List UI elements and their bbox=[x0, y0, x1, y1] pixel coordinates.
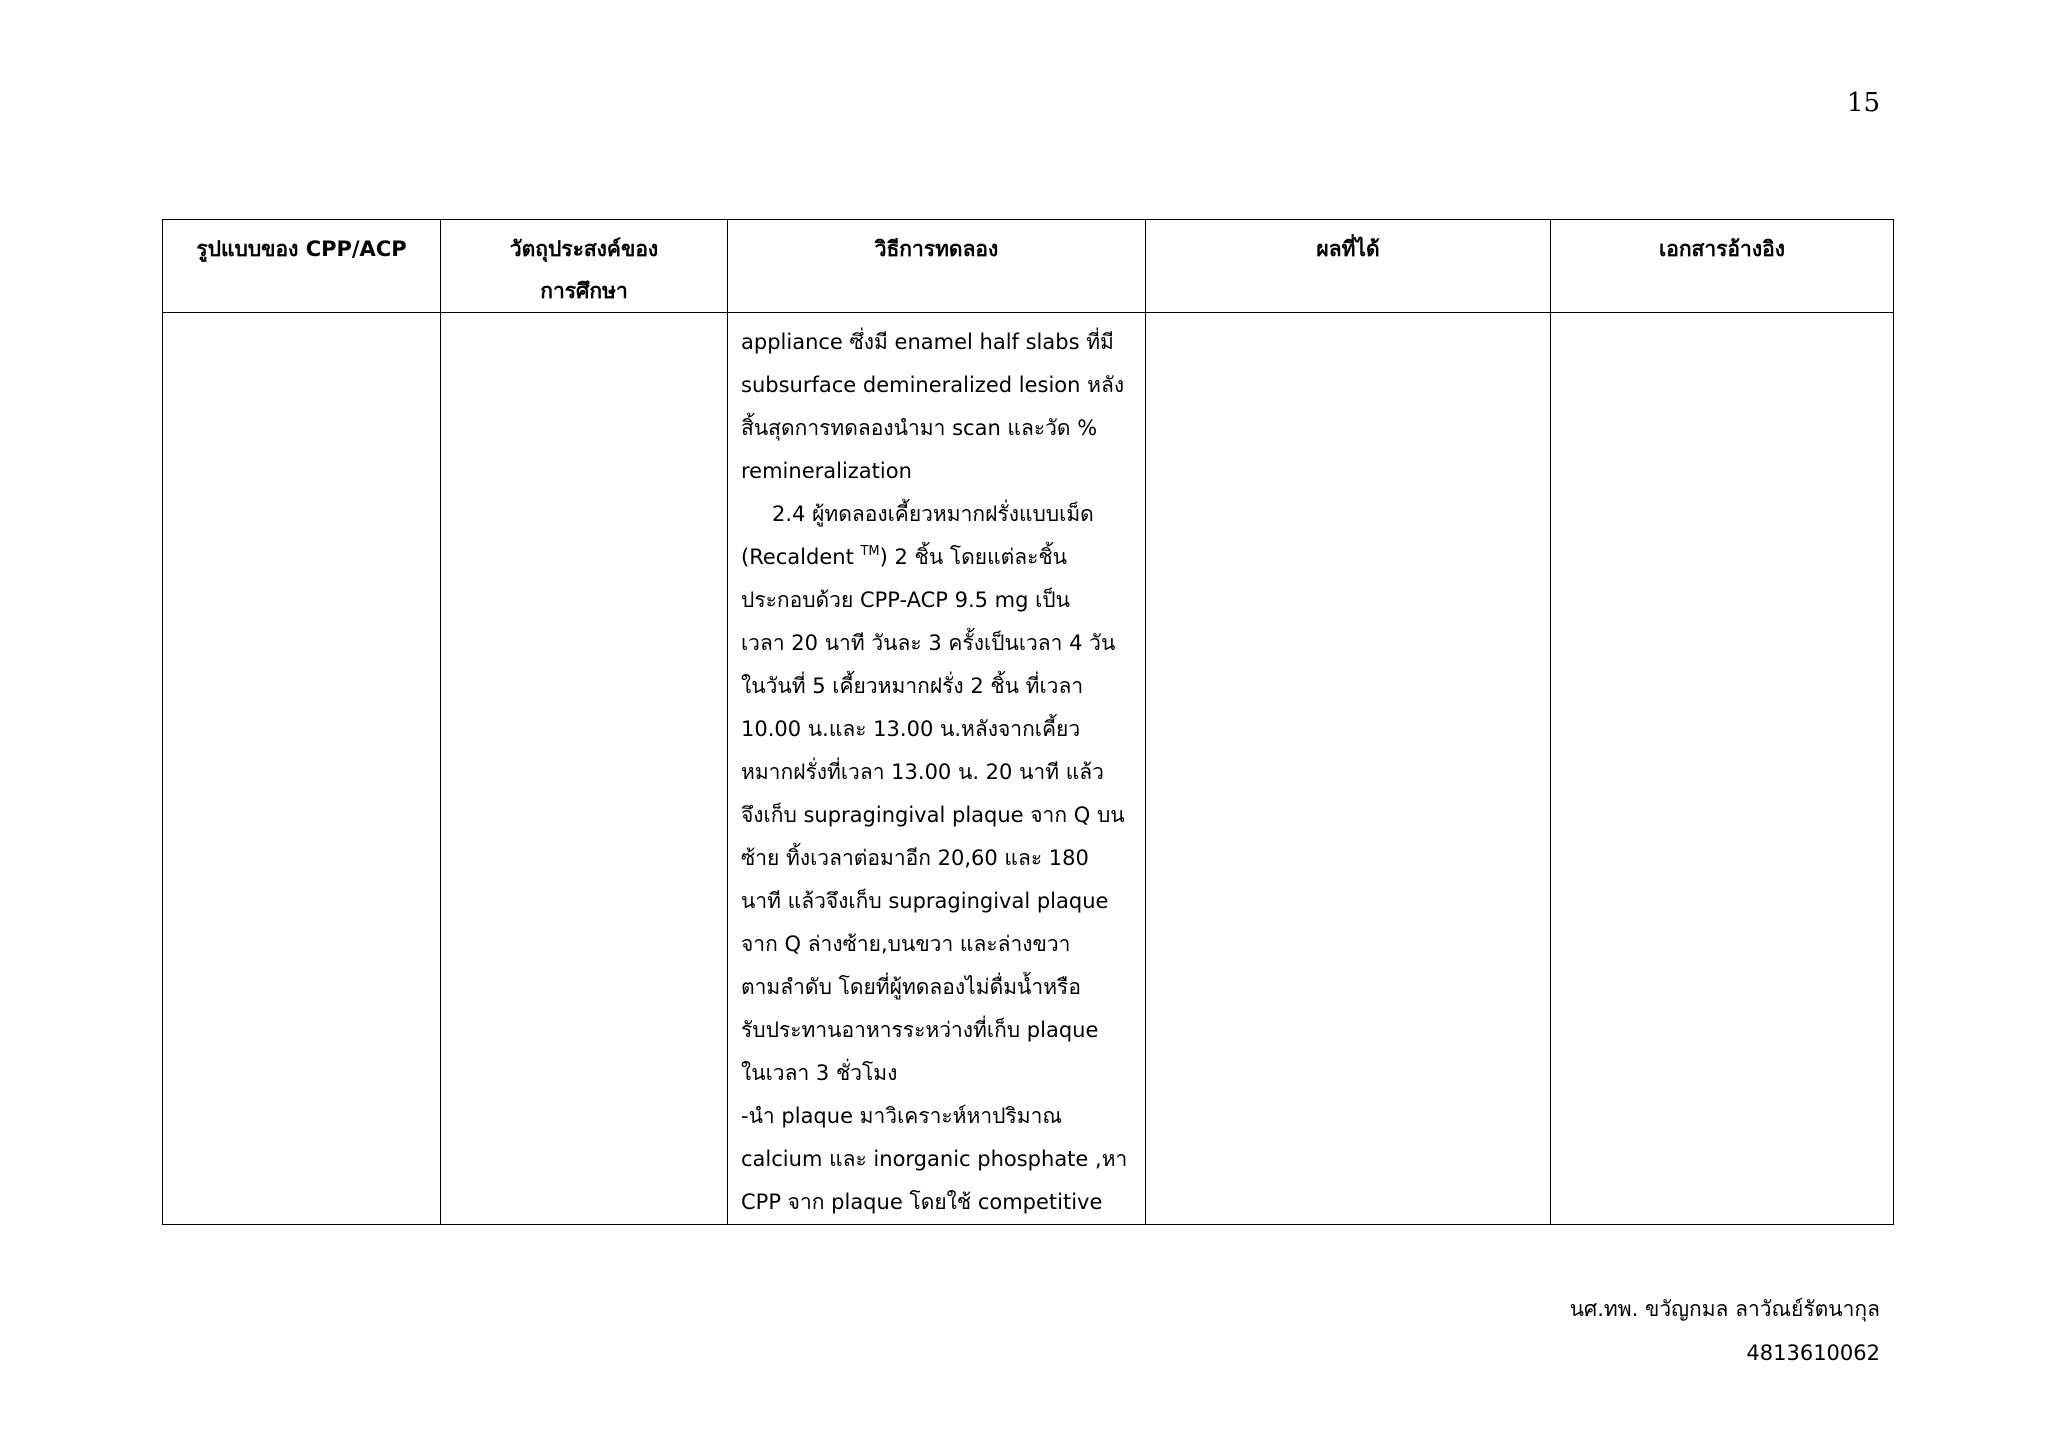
header-results bbox=[1146, 220, 1551, 313]
student-id: 4813610062 bbox=[1746, 1341, 1880, 1365]
author-block bbox=[1570, 1287, 1880, 1375]
table-row bbox=[163, 313, 1894, 1225]
header-study-objective bbox=[441, 220, 728, 313]
method-line: ตามลำดับ โดยที่ผู้ทดลองไม่ดื่มน้ำหรือ bbox=[741, 975, 1081, 999]
header-references-label: เอกสารอ้างอิง bbox=[1659, 237, 1785, 261]
header-study-objective-line2: การศึกษา bbox=[540, 279, 628, 303]
method-line: ซ้าย ทิ้งเวลาต่อมาอีก 20,60 และ 180 bbox=[741, 846, 1089, 870]
method-line bbox=[741, 536, 1139, 579]
header-cpp-acp-form-label: รูปแบบของ CPP/ACP bbox=[196, 237, 407, 261]
method-line: 2.4 ผู้ทดลองเคี้ยวหมากฝรั่งแบบเม็ด bbox=[772, 502, 1094, 526]
method-line: -นำ plaque มาวิเคราะห์หาปริมาณ bbox=[741, 1104, 1062, 1128]
header-references bbox=[1551, 220, 1894, 313]
header-experimental-method bbox=[728, 220, 1146, 313]
page-number: 15 bbox=[1846, 88, 1880, 118]
header-experimental-method-label: วิธีการทดลอง bbox=[874, 237, 999, 261]
cell-study-objective bbox=[441, 313, 728, 1225]
header-study-objective-line1: วัตถุประสงค์ของ bbox=[509, 237, 659, 261]
method-line: หมากฝรั่งที่เวลา 13.00 น. 20 นาที แล้ว bbox=[741, 760, 1104, 784]
method-text bbox=[728, 313, 1145, 1224]
method-line: จาก Q ล่างซ้าย,บนขวา และล่างขวา bbox=[741, 932, 1071, 956]
method-line-part: ) 2 ชิ้น โดยแต่ละชิ้น bbox=[879, 545, 1067, 569]
author-name: นศ.ทพ. ขวัญกมล ลาวัณย์รัตนากุล bbox=[1569, 1297, 1880, 1321]
method-line: จึงเก็บ supragingival plaque จาก Q บน bbox=[741, 803, 1125, 827]
header-cpp-acp-form bbox=[163, 220, 441, 313]
method-line: ในเวลา 3 ชั่วโมง bbox=[741, 1061, 898, 1085]
study-table bbox=[162, 219, 1894, 1225]
method-line: สิ้นสุดการทดลองนำมา scan และวัด % bbox=[741, 416, 1098, 440]
cell-references bbox=[1551, 313, 1894, 1225]
cell-results bbox=[1146, 313, 1551, 1225]
method-line: appliance ซึ่งมี enamel half slabs ที่มี bbox=[741, 330, 1114, 354]
cell-experimental-method bbox=[728, 313, 1146, 1225]
method-line: CPP จาก plaque โดยใช้ competitive bbox=[741, 1190, 1103, 1214]
method-line: นาที แล้วจึงเก็บ supragingival plaque bbox=[741, 889, 1109, 913]
method-line: ประกอบด้วย CPP-ACP 9.5 mg เป็น bbox=[741, 588, 1070, 612]
method-line: รับประทานอาหารระหว่างที่เก็บ plaque bbox=[741, 1018, 1099, 1042]
method-line: subsurface demineralized lesion หลัง bbox=[741, 373, 1125, 397]
header-results-label: ผลที่ได้ bbox=[1316, 237, 1380, 261]
method-line-part: (Recaldent bbox=[741, 545, 861, 569]
method-line: เวลา 20 นาที วันละ 3 ครั้งเป็นเวลา 4 วัน bbox=[741, 631, 1116, 655]
method-line: remineralization bbox=[741, 459, 912, 483]
method-line: 10.00 น.และ 13.00 น.หลังจากเคี้ยว bbox=[741, 717, 1081, 741]
method-line: ในวันที่ 5 เคี้ยวหมากฝรั่ง 2 ชิ้น ที่เวลา bbox=[741, 674, 1084, 698]
table-header-row bbox=[163, 220, 1894, 313]
trademark-superscript: TM bbox=[860, 544, 880, 559]
method-line: calcium และ inorganic phosphate ,หา bbox=[741, 1147, 1128, 1171]
cell-cpp-acp-form bbox=[163, 313, 441, 1225]
